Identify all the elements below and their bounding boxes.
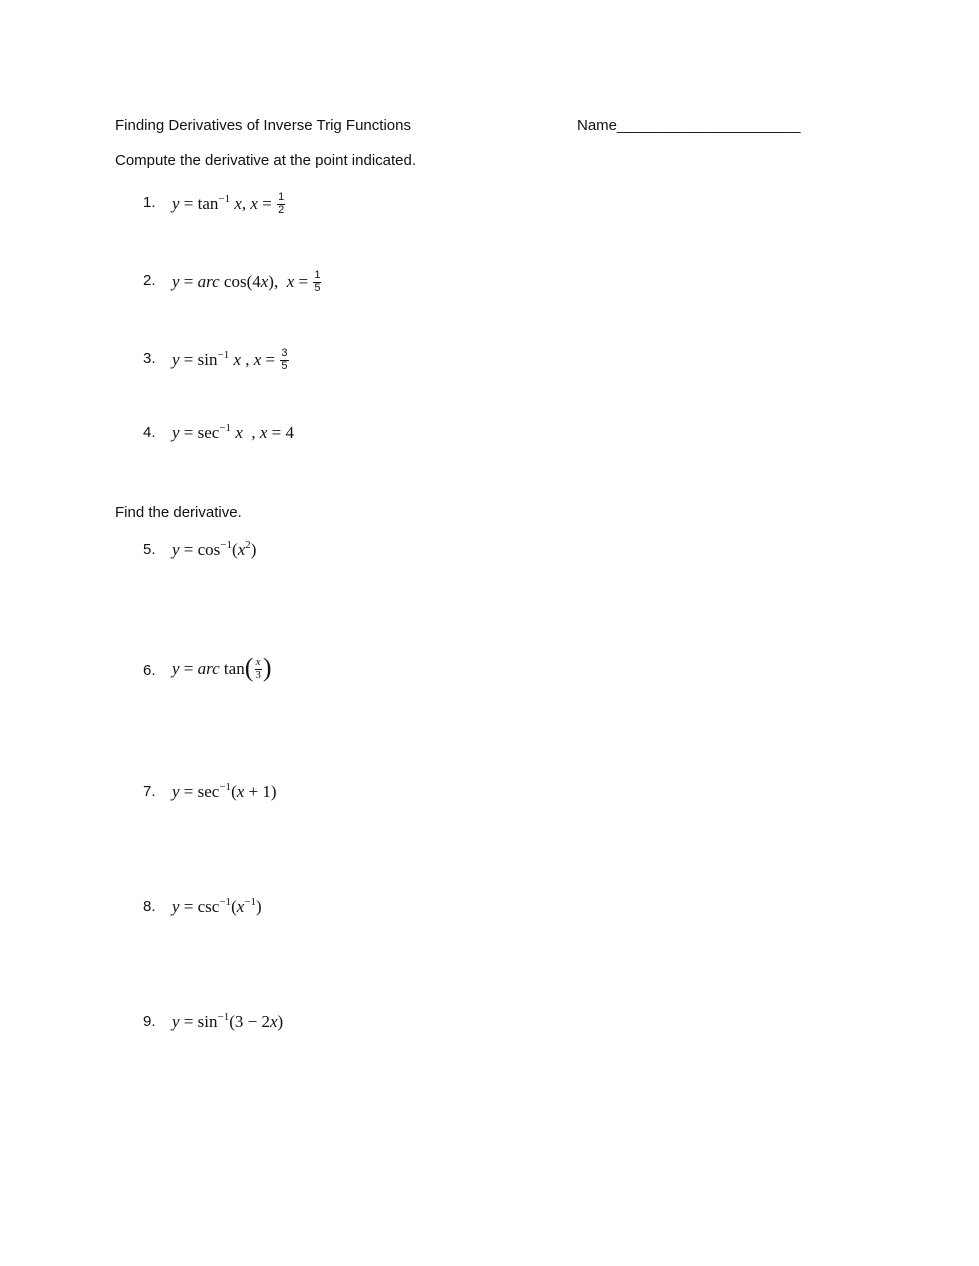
problem-expression: $y = \cos^{-1}(x^2)$ bbox=[172, 539, 257, 559]
problem-number: 9. bbox=[143, 1013, 156, 1030]
problem-expression: $y = \sec^{-1}(x + 1)$ bbox=[172, 781, 277, 801]
compute-instruction: Compute the derivative at the point indicated. bbox=[115, 152, 417, 169]
worksheet-title: Finding Derivatives of Inverse Trig Functions bbox=[115, 117, 411, 134]
find-instruction: Find the derivative. bbox=[115, 504, 242, 521]
name-field-label: Name______________________ bbox=[577, 117, 801, 134]
problem-number: 4. bbox=[143, 424, 156, 441]
problem-expression: $y = \sec^{-1} x$ , x = 4 bbox=[172, 422, 294, 442]
problem-number: 5. bbox=[143, 541, 156, 558]
problem-expression: $y = \tan^{-1} x$, x = $\frac{1}{2}$ bbox=[172, 191, 285, 216]
problem-number: 3. bbox=[143, 350, 156, 367]
problem-number: 2. bbox=[143, 272, 156, 289]
problem-number: 6. bbox=[143, 662, 156, 679]
problem-expression: y = arc tan( $\frac{x}{3}$ ) bbox=[172, 653, 272, 682]
problem-number: 7. bbox=[143, 783, 156, 800]
problem-expression: $y = \csc^{-1}(x^{-1})$ bbox=[172, 896, 262, 916]
problem-expression: y = arc cos(4x), x = $\frac{1}{5}$ bbox=[172, 269, 321, 294]
problem-number: 8. bbox=[143, 898, 156, 915]
problem-number: 1. bbox=[143, 194, 156, 211]
problem-expression: $y = \sin^{-1} x$ , x = $\frac{3}{5}$ bbox=[172, 347, 288, 372]
problem-expression: $y = \sin^{-1}(3 - 2x)$ bbox=[172, 1011, 284, 1031]
